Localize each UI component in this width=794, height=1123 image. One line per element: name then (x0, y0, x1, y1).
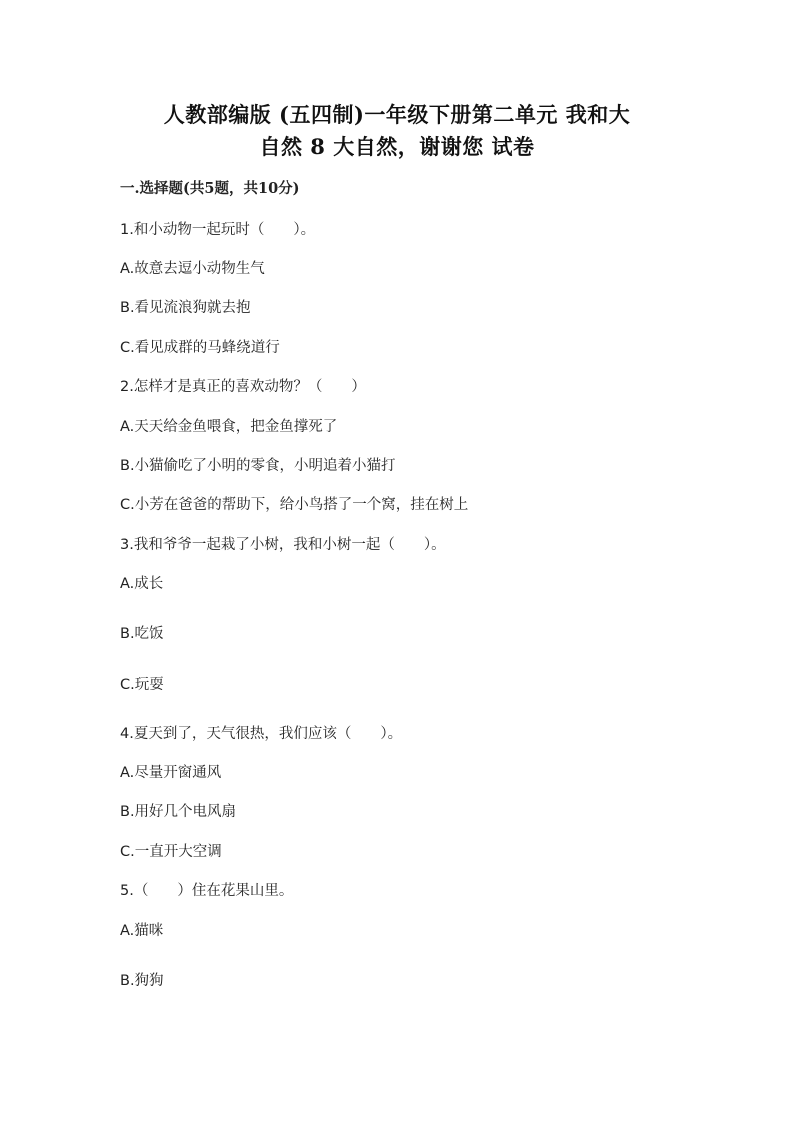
question-2-option-b: B.小猫偷吃了小明的零食，小明追着小猫打 (120, 458, 396, 474)
question-3-option-b: B.吃饭 (120, 626, 164, 642)
question-3-stem: 3.我和爷爷一起栽了小树，我和小树一起（ ）。 (120, 537, 446, 553)
question-1-stem: 1.和小动物一起玩时（ ）。 (120, 222, 316, 238)
question-4-option-a: A.尽量开窗通风 (120, 765, 222, 781)
question-5-stem: 5.（ ）住在花果山里。 (120, 883, 294, 899)
question-5-option-a: A.猫咪 (120, 923, 164, 939)
question-5-option-b: B.狗狗 (120, 973, 164, 989)
question-4-stem: 4.夏天到了，天气很热，我们应该（ ）。 (120, 726, 403, 742)
question-2-option-a: A.天天给金鱼喂食，把金鱼撑死了 (120, 419, 338, 435)
question-1-option-b: B.看见流浪狗就去抱 (120, 300, 251, 316)
question-2-option-c: C.小芳在爸爸的帮助下，给小鸟搭了一个窝，挂在树上 (120, 497, 469, 513)
page-title-line-2: 自然 8 大自然，谢谢您 试卷 (259, 134, 535, 159)
question-4-option-c: C.一直开大空调 (120, 844, 222, 860)
question-3-option-a: A.成长 (120, 576, 164, 592)
question-4-option-b: B.用好几个电风扇 (120, 804, 237, 820)
section-heading: 一.选择题(共5题，共10分) (120, 180, 300, 197)
page-title-line-1: 人教部编版 (五四制)一年级下册第二单元 我和大 (163, 102, 631, 127)
question-3-option-c: C.玩耍 (120, 677, 164, 693)
question-2-stem: 2.怎样才是真正的喜欢动物？（ ） (120, 379, 366, 395)
question-1-option-c: C.看见成群的马蜂绕道行 (120, 340, 280, 356)
question-1-option-a: A.故意去逗小动物生气 (120, 261, 265, 277)
